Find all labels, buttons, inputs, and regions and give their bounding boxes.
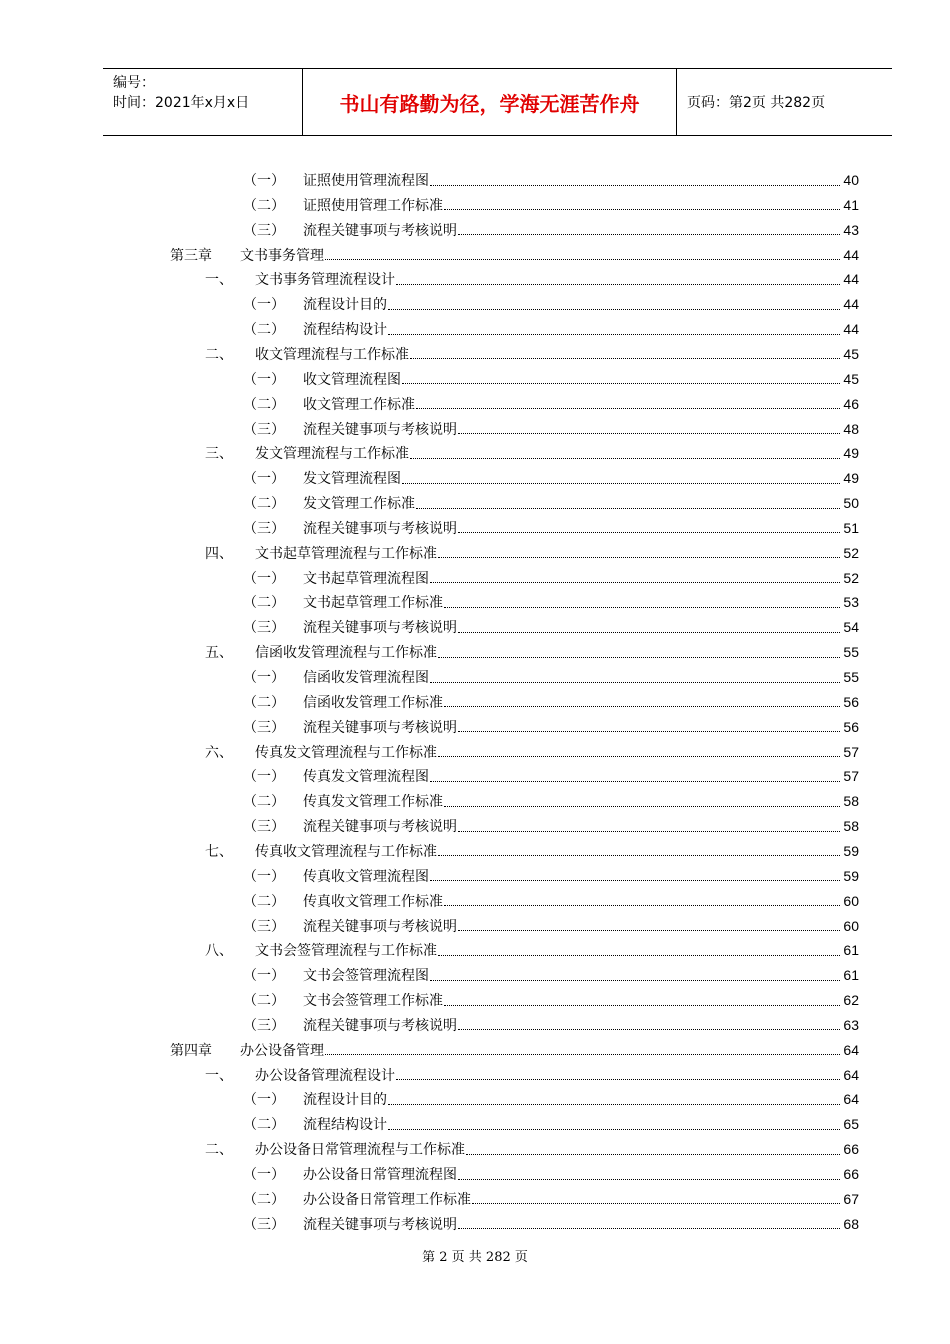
toc-entry-number: （二） — [243, 396, 285, 413]
toc-entry-title: 流程关键事项与考核说明 — [303, 719, 457, 736]
toc-entry-page: 58 — [843, 793, 859, 810]
toc-entry[interactable] — [170, 243, 859, 267]
toc-entry-number: （二） — [243, 595, 285, 612]
toc-entry-number: （三） — [243, 520, 285, 537]
toc-entry[interactable] — [243, 914, 859, 938]
header-page-info: 页码：第2页 共282页 — [687, 95, 826, 111]
toc-entry-page: 59 — [843, 842, 859, 859]
toc-entry-number: （一） — [243, 1167, 285, 1183]
header-date: 时间：2021年x月x日 — [113, 95, 250, 111]
toc-entry-page: 52 — [843, 544, 859, 561]
toc-entry-title: 流程关键事项与考核说明 — [303, 918, 457, 935]
toc-entry-page: 58 — [843, 818, 859, 835]
toc-entry-title: 文书起草管理流程图 — [303, 570, 429, 587]
toc-entry-page: 44 — [843, 246, 859, 263]
toc-entry-page: 57 — [843, 743, 859, 760]
toc-entry-page: 55 — [843, 669, 859, 685]
toc-entry-title: 证照使用管理流程图 — [303, 173, 429, 189]
toc-entry[interactable] — [243, 615, 859, 639]
toc-entry-title: 传真收文管理工作标准 — [303, 893, 443, 910]
toc-entry[interactable] — [205, 267, 859, 291]
toc-dot-leader — [458, 831, 840, 832]
toc-entry-title: 信函收发管理流程与工作标准 — [255, 645, 437, 662]
toc-entry[interactable] — [205, 740, 859, 764]
toc-dot-leader — [388, 334, 840, 335]
toc-entry-title: 流程关键事项与考核说明 — [303, 520, 457, 537]
toc-entry-title: 文书会签管理流程图 — [303, 968, 429, 985]
toc-entry-number: （三） — [243, 620, 285, 637]
toc-entry[interactable] — [243, 392, 859, 416]
toc-entry[interactable] — [243, 789, 859, 813]
toc-entry-title: 流程关键事项与考核说明 — [303, 421, 457, 438]
toc-entry-number: 三、 — [205, 446, 233, 463]
toc-entry-title: 传真收文管理流程图 — [303, 868, 429, 885]
toc-entry[interactable] — [243, 715, 859, 739]
toc-entry-number: 一、 — [205, 1067, 233, 1084]
toc-entry-title: 传真发文管理流程图 — [303, 769, 429, 786]
toc-entry-title: 流程设计目的 — [303, 1092, 387, 1109]
toc-entry-title: 发文管理流程图 — [303, 471, 401, 488]
toc-entry-number: 第三章 — [170, 247, 212, 264]
toc-dot-leader — [472, 1203, 840, 1204]
toc-entry-number: （二） — [243, 893, 285, 910]
toc-entry[interactable] — [243, 218, 859, 242]
toc-entry-page: 63 — [843, 1016, 859, 1033]
toc-entry-number: （三） — [243, 222, 285, 239]
toc-entry-title: 文书事务管理流程设计 — [255, 272, 395, 289]
toc-entry-title: 流程关键事项与考核说明 — [303, 620, 457, 637]
toc-entry[interactable] — [243, 764, 859, 788]
toc-entry-number: （一） — [243, 471, 285, 488]
toc-entry[interactable] — [205, 441, 859, 465]
toc-entry-number: （三） — [243, 1017, 285, 1034]
toc-entry[interactable] — [243, 1087, 859, 1111]
toc-entry-title: 流程结构设计 — [303, 1117, 387, 1134]
toc-entry[interactable] — [243, 317, 859, 341]
toc-entry-title: 办公设备日常管理流程图 — [303, 1167, 457, 1183]
toc-dot-leader — [410, 458, 840, 459]
toc-entry-page: 51 — [843, 519, 859, 536]
toc-entry-page: 45 — [843, 345, 859, 362]
toc-dot-leader — [325, 1054, 840, 1055]
toc-dot-leader — [388, 1129, 840, 1130]
toc-entry-title: 流程关键事项与考核说明 — [303, 819, 457, 836]
toc-entry[interactable] — [243, 516, 859, 540]
toc-entry-title: 信函收发管理工作标准 — [303, 694, 443, 711]
toc-entry-page: 56 — [843, 693, 859, 710]
toc-entry-page: 64 — [843, 1041, 859, 1058]
toc-entry-number: 二、 — [205, 1142, 233, 1159]
toc-entry-page: 62 — [843, 992, 859, 1009]
toc-entry-title: 文书起草管理流程与工作标准 — [255, 545, 437, 562]
toc-entry-number: （一） — [243, 1092, 285, 1109]
toc-entry-title: 办公设备日常管理流程与工作标准 — [255, 1142, 465, 1159]
toc-entry-number: （一） — [243, 670, 285, 686]
toc-entry-page: 52 — [843, 569, 859, 586]
toc-dot-leader — [388, 1104, 840, 1105]
toc-dot-leader — [396, 1079, 840, 1080]
page-footer: 第 2 页 共 282 页 — [422, 1250, 528, 1265]
toc-dot-leader — [430, 781, 840, 782]
toc-entry-page: 44 — [843, 321, 859, 338]
toc-entry-page: 48 — [843, 420, 859, 437]
toc-dot-leader — [444, 209, 840, 210]
toc-entry[interactable] — [205, 640, 859, 664]
toc-entry-number: （一） — [243, 769, 285, 786]
toc-dot-leader — [416, 508, 840, 509]
page-header — [103, 68, 892, 136]
toc-entry-number: （三） — [243, 719, 285, 736]
toc-dot-leader — [444, 706, 840, 707]
toc-entry-title: 传真发文管理工作标准 — [303, 794, 443, 811]
toc-entry-number: 四、 — [205, 545, 233, 562]
toc-entry-title: 流程结构设计 — [303, 322, 387, 339]
toc-entry-number: （一） — [243, 570, 285, 587]
toc-entry-number: （二） — [243, 993, 285, 1010]
toc-entry-page: 49 — [843, 445, 859, 462]
toc-entry-number: 第四章 — [170, 1042, 212, 1059]
toc-entry-number: （二） — [243, 1117, 285, 1134]
toc-entry[interactable] — [243, 1112, 859, 1136]
toc-dot-leader — [444, 607, 840, 608]
toc-dot-leader — [325, 259, 840, 260]
toc-entry-page: 44 — [843, 296, 859, 313]
toc-entry-number: （二） — [243, 197, 285, 214]
toc-entry[interactable] — [243, 417, 859, 441]
toc-entry-title: 文书事务管理 — [240, 247, 324, 264]
toc-entry-page: 56 — [843, 718, 859, 735]
toc-entry-page: 54 — [843, 619, 859, 636]
toc-entry-title: 流程设计目的 — [303, 297, 387, 314]
toc-entry-number: 七、 — [205, 843, 233, 860]
toc-entry-number: （二） — [243, 496, 285, 513]
toc-entry-number: （一） — [243, 968, 285, 985]
toc-entry-title: 发文管理流程与工作标准 — [255, 446, 409, 463]
toc-dot-leader — [438, 855, 840, 856]
toc-dot-leader — [416, 408, 840, 409]
toc-entry-page: 59 — [843, 867, 859, 884]
toc-entry-number: 八、 — [205, 943, 233, 960]
toc-entry[interactable] — [243, 491, 859, 515]
toc-dot-leader — [444, 905, 840, 906]
toc-entry-page: 57 — [843, 768, 859, 785]
toc-entry[interactable] — [243, 566, 859, 590]
toc-entry[interactable] — [243, 292, 859, 316]
toc-entry[interactable] — [243, 963, 859, 987]
toc-entry-title: 发文管理工作标准 — [303, 496, 415, 513]
toc-entry-page: 46 — [843, 395, 859, 412]
toc-entry-page: 40 — [843, 172, 859, 188]
toc-entry-number: 五、 — [205, 645, 233, 662]
toc-entry-page: 64 — [843, 1091, 859, 1108]
toc-dot-leader — [402, 483, 840, 484]
toc-dot-leader — [458, 632, 840, 633]
toc-dot-leader — [430, 980, 840, 981]
toc-entry-title: 收文管理工作标准 — [303, 396, 415, 413]
toc-dot-leader — [444, 1005, 840, 1006]
toc-entry-page: 65 — [843, 1116, 859, 1133]
toc-entry-title: 文书会签管理流程与工作标准 — [255, 943, 437, 960]
toc-entry[interactable] — [205, 1063, 859, 1087]
toc-dot-leader — [458, 1029, 840, 1030]
header-motto: 书山有路勤为径，学海无涯苦作舟 — [303, 69, 677, 135]
toc-entry-title: 办公设备管理流程设计 — [255, 1067, 395, 1084]
toc-entry[interactable] — [243, 1162, 859, 1186]
toc-entry-number: （二） — [243, 322, 285, 339]
toc-entry-title: 文书会签管理工作标准 — [303, 993, 443, 1010]
toc-dot-leader — [458, 1228, 840, 1229]
toc-entry-number: （三） — [243, 1216, 285, 1233]
toc-dot-leader — [438, 756, 840, 757]
toc-entry-page: 61 — [843, 942, 859, 959]
toc-dot-leader — [458, 1179, 840, 1180]
toc-entry-page: 49 — [843, 470, 859, 487]
toc-entry[interactable] — [243, 690, 859, 714]
toc-dot-leader — [466, 1154, 840, 1155]
toc-entry-number: （二） — [243, 1191, 285, 1208]
toc-entry-page: 67 — [843, 1190, 859, 1207]
toc-entry[interactable] — [243, 1013, 859, 1037]
toc-entry[interactable] — [243, 466, 859, 490]
toc-entry-page: 66 — [843, 1141, 859, 1158]
toc-entry-page: 45 — [843, 370, 859, 387]
toc-entry[interactable] — [243, 590, 859, 614]
toc-entry-page: 44 — [843, 271, 859, 288]
toc-entry-title: 证照使用管理工作标准 — [303, 197, 443, 214]
toc-entry-page: 60 — [843, 917, 859, 934]
header-meta — [103, 69, 303, 135]
toc-entry-number: （一） — [243, 297, 285, 314]
toc-entry-number: 一、 — [205, 272, 233, 289]
toc-entry-page: 68 — [843, 1215, 859, 1232]
toc-entry-title: 收文管理流程与工作标准 — [255, 346, 409, 363]
toc-entry[interactable] — [205, 938, 859, 962]
toc-entry-title: 文书起草管理工作标准 — [303, 595, 443, 612]
toc-entry-title: 收文管理流程图 — [303, 371, 401, 388]
toc-dot-leader — [438, 657, 840, 658]
toc-entry-title: 信函收发管理流程图 — [303, 670, 429, 686]
toc-entry[interactable] — [243, 193, 859, 217]
toc-dot-leader — [388, 309, 840, 310]
toc-entry[interactable] — [243, 864, 859, 888]
toc-entry-number: （一） — [243, 868, 285, 885]
toc-entry-number: （二） — [243, 694, 285, 711]
toc-entry-title: 传真发文管理流程与工作标准 — [255, 744, 437, 761]
toc-dot-leader — [430, 880, 840, 881]
toc-entry[interactable] — [243, 1187, 859, 1211]
toc-entry-title: 办公设备管理 — [240, 1042, 324, 1059]
toc-dot-leader — [458, 234, 840, 235]
toc-entry-number: 二、 — [205, 346, 233, 363]
toc-entry-title: 传真收文管理流程与工作标准 — [255, 843, 437, 860]
toc-dot-leader — [438, 557, 840, 558]
toc-entry-number: （二） — [243, 794, 285, 811]
toc-entry-title: 办公设备日常管理工作标准 — [303, 1191, 471, 1208]
toc-dot-leader — [458, 731, 840, 732]
toc-dot-leader — [430, 582, 840, 583]
toc-entry-page: 55 — [843, 644, 859, 661]
toc-entry[interactable] — [170, 1038, 859, 1062]
toc-dot-leader — [458, 532, 840, 533]
toc-dot-leader — [444, 806, 840, 807]
toc-entry-page: 41 — [843, 196, 859, 213]
toc-entry-number: 六、 — [205, 744, 233, 761]
toc-dot-leader — [402, 383, 840, 384]
toc-dot-leader — [438, 955, 840, 956]
toc-entry-page: 66 — [843, 1166, 859, 1182]
toc-entry-page: 43 — [843, 221, 859, 238]
toc-entry[interactable] — [243, 168, 859, 192]
toc-dot-leader — [458, 433, 840, 434]
toc-entry[interactable] — [205, 1137, 859, 1161]
toc-entry-number: （一） — [243, 173, 285, 189]
toc-entry-page: 53 — [843, 594, 859, 611]
toc-entry-number: （三） — [243, 421, 285, 438]
toc-entry-page: 60 — [843, 892, 859, 909]
toc-entry[interactable] — [205, 839, 859, 863]
toc-entry[interactable] — [243, 814, 859, 838]
toc-entry-number: （三） — [243, 918, 285, 935]
toc-entry[interactable] — [243, 665, 859, 689]
toc-dot-leader — [430, 682, 840, 683]
toc-dot-leader — [458, 930, 840, 931]
toc-entry[interactable] — [243, 1212, 859, 1236]
toc-entry[interactable] — [205, 342, 859, 366]
toc-entry[interactable] — [205, 541, 859, 565]
toc-entry[interactable] — [243, 988, 859, 1012]
toc-entry-page: 61 — [843, 967, 859, 984]
toc-entry-page: 64 — [843, 1066, 859, 1083]
toc-entry[interactable] — [243, 889, 859, 913]
toc-entry-number: （三） — [243, 819, 285, 836]
toc-entry-title: 流程关键事项与考核说明 — [303, 1017, 457, 1034]
toc-entry-number: （一） — [243, 371, 285, 388]
toc-dot-leader — [430, 185, 840, 186]
toc-entry-title: 流程关键事项与考核说明 — [303, 1216, 457, 1233]
toc-entry[interactable] — [243, 367, 859, 391]
toc-entry-title: 流程关键事项与考核说明 — [303, 222, 457, 239]
toc-dot-leader — [410, 358, 840, 359]
toc-dot-leader — [396, 284, 840, 285]
toc-entry-page: 50 — [843, 495, 859, 512]
header-number-label: 编号： — [113, 75, 155, 91]
